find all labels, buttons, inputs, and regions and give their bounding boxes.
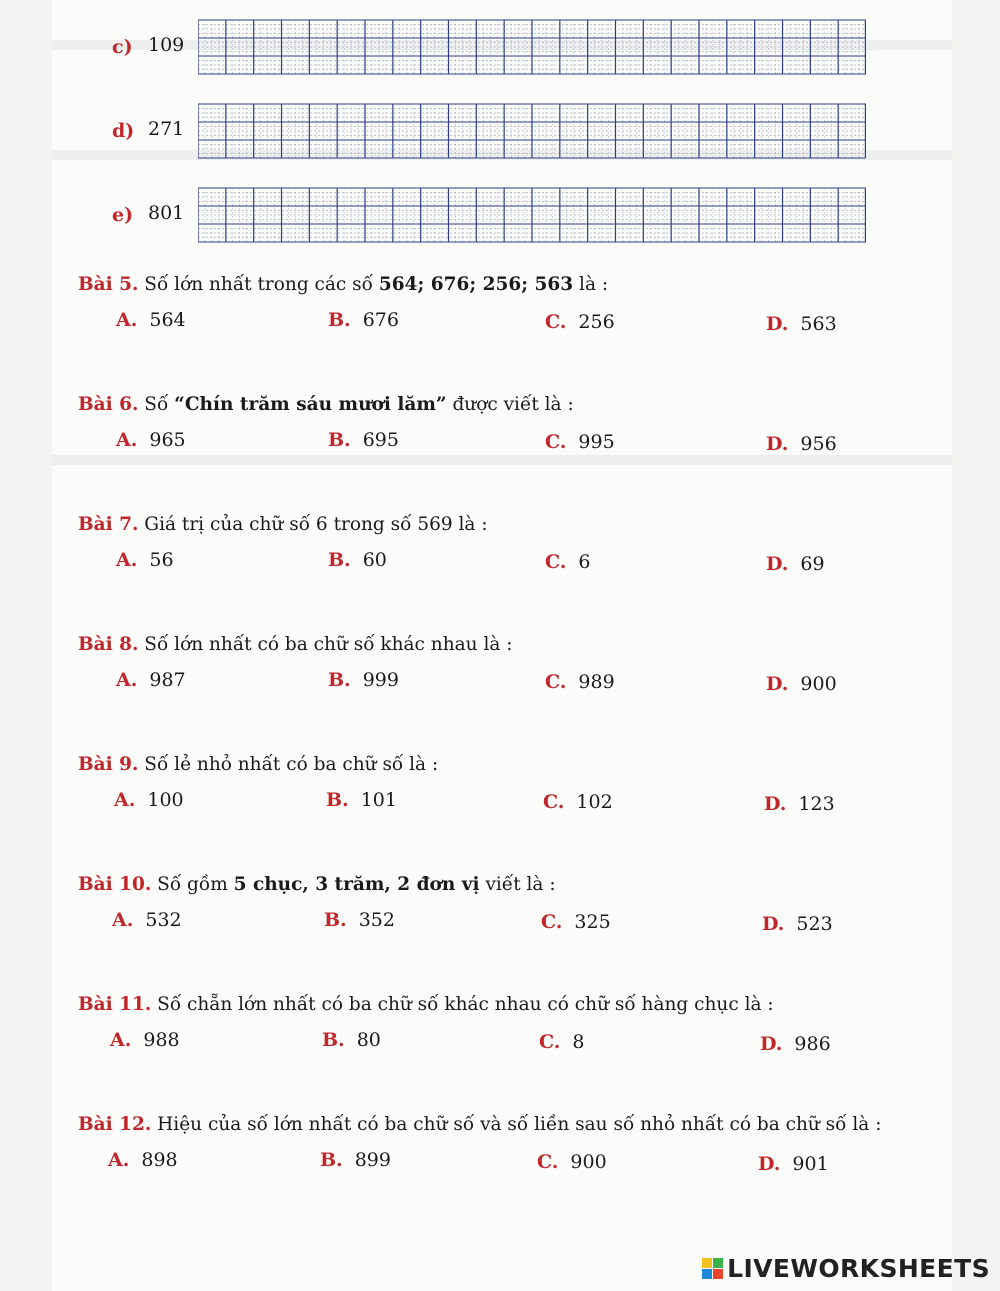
question-number: Bài 9. — [78, 754, 139, 775]
question-text: Bài 12. Hiệu của số lớn nhất có ba chữ số và số liền sau số nhỏ nhất có ba chữ số là : — [78, 1114, 882, 1135]
option-a[interactable]: A. 898 — [108, 1149, 178, 1171]
answer-options — [78, 787, 958, 823]
question-number: Bài 7. — [78, 514, 139, 535]
question-6 — [78, 394, 958, 463]
option-c[interactable]: C. 6 — [545, 551, 591, 573]
option-b[interactable]: B. 676 — [328, 309, 399, 331]
writing-grid[interactable] — [198, 18, 866, 78]
option-a[interactable]: A. 56 — [116, 549, 174, 571]
logo-square — [702, 1269, 712, 1279]
option-d[interactable]: D. 69 — [766, 553, 825, 575]
option-a[interactable]: A. 564 — [116, 309, 186, 331]
option-b[interactable]: B. 899 — [320, 1149, 391, 1171]
option-d[interactable]: D. 900 — [766, 673, 837, 695]
option-d[interactable]: D. 563 — [766, 313, 837, 335]
option-a[interactable]: A. 100 — [114, 789, 184, 811]
answer-options — [78, 1027, 958, 1063]
option-b[interactable]: B. 999 — [328, 669, 399, 691]
writing-grid[interactable] — [198, 186, 866, 246]
option-c[interactable]: C. 102 — [543, 791, 613, 813]
answer-options — [78, 1147, 958, 1183]
option-b[interactable]: B. 352 — [324, 909, 395, 931]
logo-square — [713, 1258, 723, 1268]
option-b[interactable]: B. 695 — [328, 429, 399, 451]
option-a[interactable]: A. 532 — [112, 909, 182, 931]
liveworksheets-logo-icon — [702, 1258, 723, 1279]
question-text: Bài 11. Số chẵn lớn nhất có ba chữ số khác nhau có chữ số hàng chục là : — [78, 994, 774, 1015]
question-10 — [78, 874, 958, 943]
row-number: 801 — [148, 202, 185, 224]
question-text: Bài 5. Số lớn nhất trong các số 564; 676; 256; 563 là : — [78, 274, 609, 295]
row-number: 109 — [148, 34, 185, 56]
writing-grid[interactable] — [198, 102, 866, 162]
row-label: d) — [112, 120, 135, 142]
question-text: Bài 7. Giá trị của chữ số 6 trong số 569 là : — [78, 514, 488, 535]
question-12 — [78, 1114, 958, 1183]
option-c[interactable]: C. 995 — [545, 431, 615, 453]
option-b[interactable]: B. 101 — [326, 789, 397, 811]
option-c[interactable]: C. 900 — [537, 1151, 607, 1173]
question-8 — [78, 634, 958, 703]
question-number: Bài 10. — [78, 874, 152, 895]
answer-options — [78, 427, 958, 463]
logo-square — [713, 1269, 723, 1279]
answer-options — [78, 667, 958, 703]
question-number: Bài 11. — [78, 994, 152, 1015]
option-d[interactable]: D. 123 — [764, 793, 835, 815]
question-text: Bài 6. Số “Chín trăm sáu mươi lăm” được viết là : — [78, 394, 574, 415]
logo-square — [702, 1258, 712, 1268]
answer-options — [78, 547, 958, 583]
question-number: Bài 12. — [78, 1114, 152, 1135]
option-d[interactable]: D. 901 — [758, 1153, 829, 1175]
question-text: Bài 10. Số gồm 5 chục, 3 trăm, 2 đơn vị viết là : — [78, 874, 556, 895]
question-11 — [78, 994, 958, 1063]
question-5 — [78, 274, 958, 343]
option-d[interactable]: D. 986 — [760, 1033, 831, 1055]
question-9 — [78, 754, 958, 823]
question-number: Bài 5. — [78, 274, 139, 295]
row-number: 271 — [148, 118, 185, 140]
row-label: e) — [112, 204, 134, 226]
option-d[interactable]: D. 956 — [766, 433, 837, 455]
option-c[interactable]: C. 325 — [541, 911, 611, 933]
brand-watermark — [702, 1254, 990, 1283]
option-a[interactable]: A. 988 — [110, 1029, 180, 1051]
question-number: Bài 6. — [78, 394, 139, 415]
question-number: Bài 8. — [78, 634, 139, 655]
option-b[interactable]: B. 80 — [322, 1029, 381, 1051]
option-c[interactable]: C. 8 — [539, 1031, 585, 1053]
option-b[interactable]: B. 60 — [328, 549, 387, 571]
question-text: Bài 9. Số lẻ nhỏ nhất có ba chữ số là : — [78, 754, 439, 775]
option-c[interactable]: C. 989 — [545, 671, 615, 693]
option-c[interactable]: C. 256 — [545, 311, 615, 333]
option-a[interactable]: A. 965 — [116, 429, 186, 451]
question-7 — [78, 514, 958, 583]
option-d[interactable]: D. 523 — [762, 913, 833, 935]
brand-name: LIVEWORKSHEETS — [727, 1254, 990, 1283]
question-text: Bài 8. Số lớn nhất có ba chữ số khác nhau là : — [78, 634, 513, 655]
answer-options — [78, 907, 958, 943]
option-a[interactable]: A. 987 — [116, 669, 186, 691]
row-label: c) — [112, 36, 133, 58]
answer-options — [78, 307, 958, 343]
